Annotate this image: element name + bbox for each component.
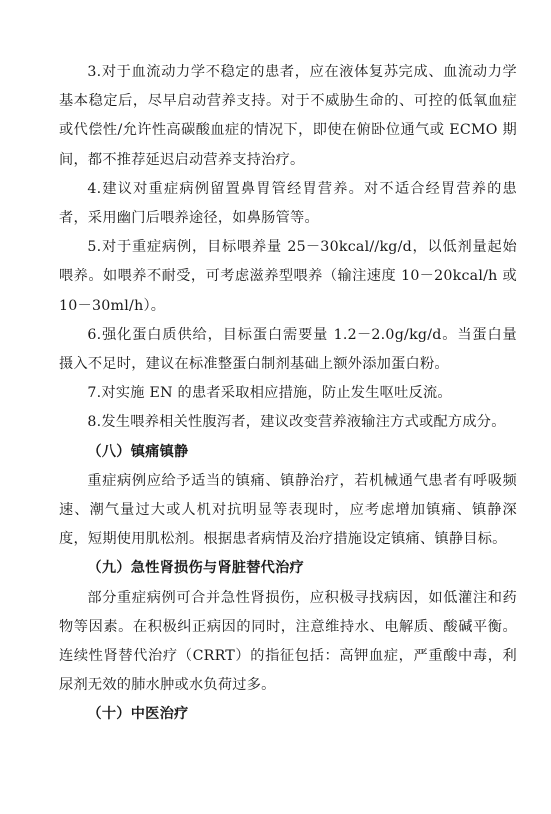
paragraph-nutrition-timing: 3.对于血流动力学不稳定的患者，应在液体复苏完成、血流动力学基本稳定后，尽早启动营养支持。对于不威胁生命的、可控的低氧血症或代偿性/允许性高碳酸血症的情况下，即使在俯卧位通气或 ECMO 期间，都不推荐延迟启动营养支持治疗。 (59, 64, 517, 168)
paragraph-kidney-injury: 部分重症病例可合并急性肾损伤，应积极寻找病因，如低灌注和药物等因素。在积极纠正病因的同时，注意维持水、电解质、酸碱平衡。连续性肾替代治疗（CRRT）的指征包括：高钾血症，严重酸中毒，利尿剂无效的肺水肿或水负荷过多。 (59, 589, 517, 694)
section-heading-tcm-treatment: （十）中医治疗 (87, 706, 189, 723)
paragraph-analgesia-sedation: 重症病例应给予适当的镇痛、镇静治疗，若机械通气患者有呼吸频速、潮气量过大或人机对抗明显等表现时，应考虑增加镇痛、镇静深度，短期使用肌松剂。根据患者病情及治疗措施设定镇痛、镇静目标。 (59, 472, 517, 548)
paragraph-diarrhea: 8.发生喂养相关性腹泻者，建议改变营养液输注方式或配方成分。 (87, 414, 506, 431)
paragraph-vomiting-prevention: 7.对实施 EN 的患者采取相应措施，防止发生呕吐反流。 (87, 385, 452, 402)
paragraph-protein-supply: 6.强化蛋白质供给，目标蛋白需要量 1.2－2.0g/kg/d。当蛋白量摄入不足时，建议在标准整蛋白制剂基础上额外添加蛋白粉。 (59, 326, 517, 373)
paragraph-feeding-target: 5.对于重症病例，目标喂养量 25－30kcal//kg/d，以低剂量起始喂养。如喂养不耐受，可考虑滋养型喂养（输注速度 10－20kcal/h 或 10－30ml/h）。 (59, 239, 517, 314)
section-heading-analgesia-sedation: （八）镇痛镇静 (87, 443, 189, 460)
document-page (59, 58, 517, 730)
section-heading-kidney-injury: （九）急性肾损伤与肾脏替代治疗 (87, 560, 304, 577)
paragraph-nasogastric-feeding: 4.建议对重症病例留置鼻胃管经胃营养。对不适合经胃营养的患者，采用幽门后喂养途径，如鼻肠管等。 (59, 180, 517, 227)
